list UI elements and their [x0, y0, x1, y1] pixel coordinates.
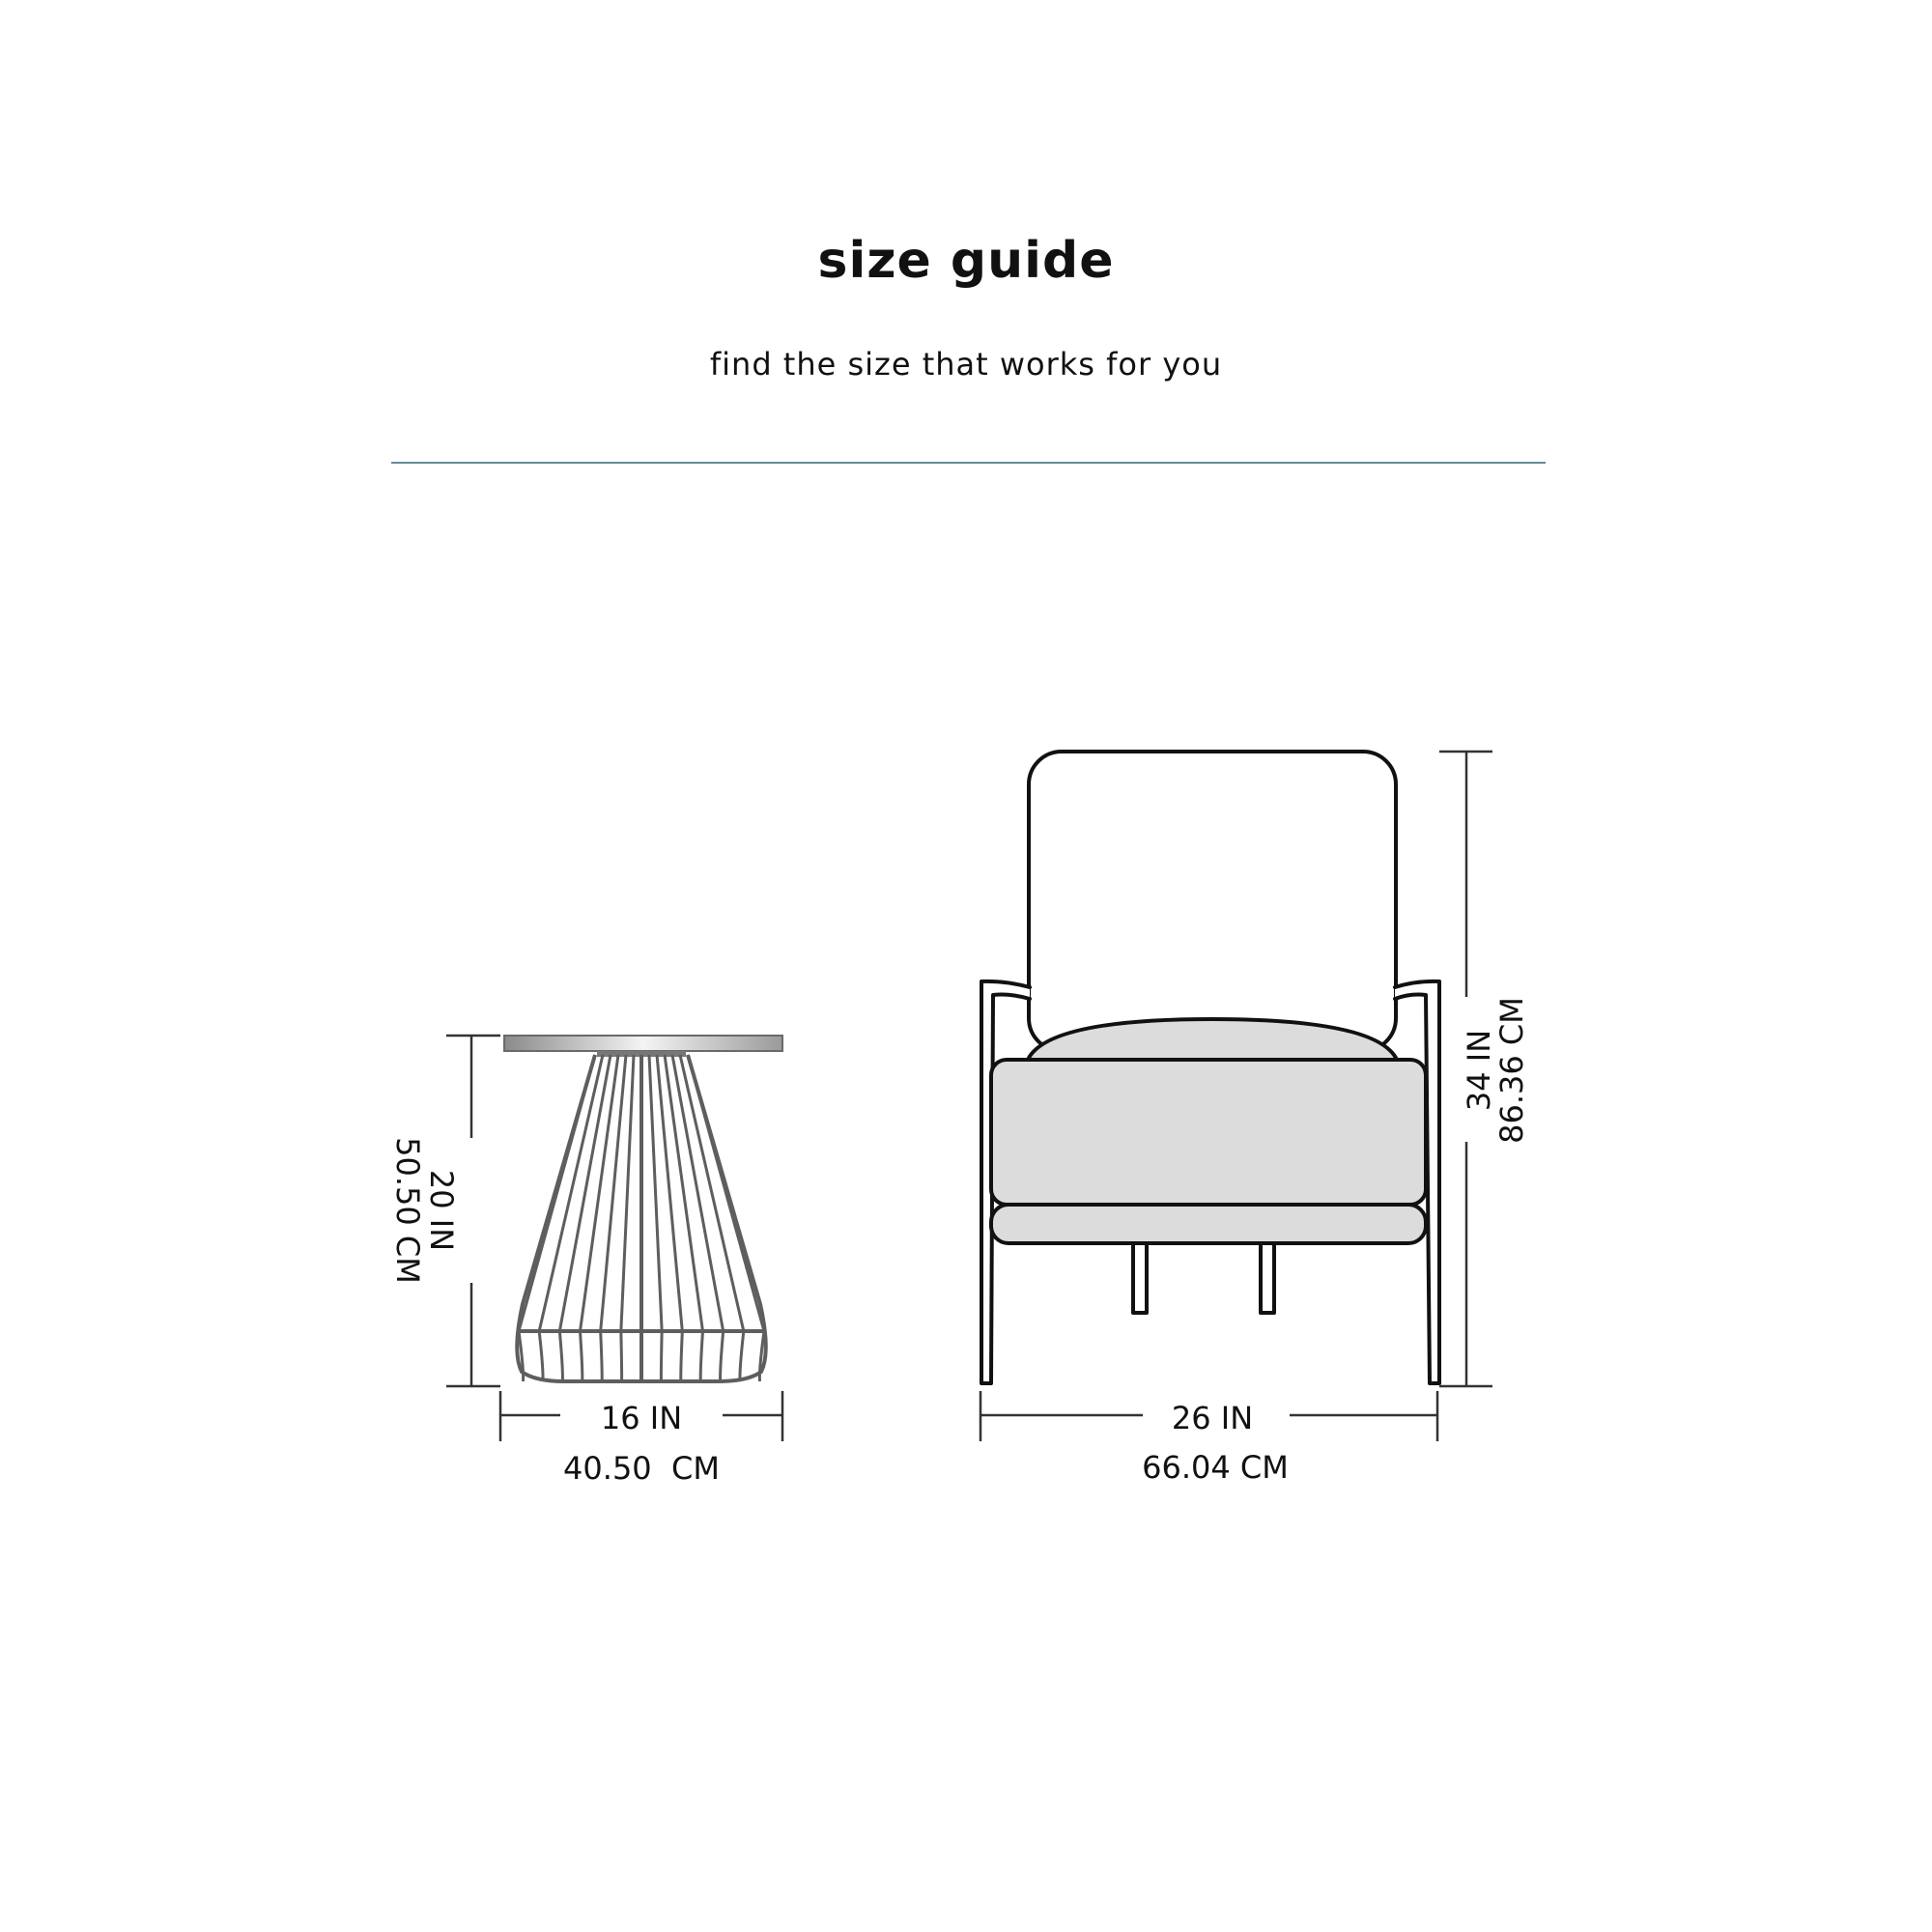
chair-height-cm: 86.36 CM — [1493, 997, 1530, 1144]
chair-leg-left — [1133, 1243, 1147, 1313]
chair-leg-right — [1261, 1243, 1274, 1313]
page-title: size guide — [817, 232, 1115, 290]
side-table-illustration — [504, 1036, 782, 1381]
table-height-cm: 50.50 CM — [389, 1137, 426, 1284]
page-subtitle: find the size that works for you — [709, 346, 1223, 383]
table-width-cm: 40.50 CM — [563, 1450, 720, 1487]
chair-height-in: 34 IN — [1461, 1029, 1497, 1112]
table-wire-base — [517, 1055, 766, 1381]
chair-lower-cushion — [991, 1205, 1426, 1243]
chair-backrest — [1029, 752, 1396, 1051]
chair-width-in: 26 IN — [1171, 1400, 1254, 1436]
table-height-in: 20 IN — [423, 1169, 460, 1252]
chair-width-cm: 66.04 CM — [1142, 1449, 1289, 1486]
armchair-illustration — [981, 752, 1439, 1383]
chair-seat-cushion — [991, 1060, 1426, 1205]
table-top — [504, 1036, 782, 1051]
table-width-in: 16 IN — [600, 1400, 683, 1436]
